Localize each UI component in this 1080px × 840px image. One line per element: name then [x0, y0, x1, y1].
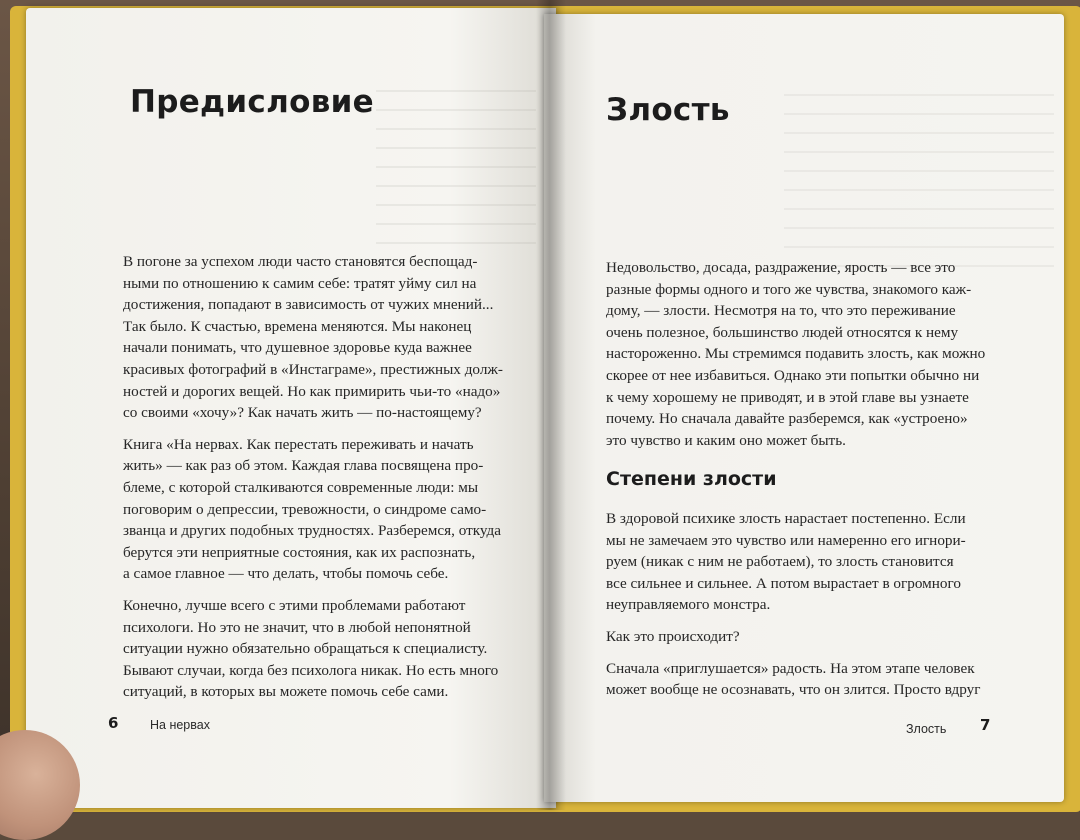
text-line: настороженно. Мы стремимся подавить злость, как можно — [606, 345, 986, 363]
text-line: к чему хорошему не приводят, и в этой главе вы узнаете — [606, 388, 969, 406]
chapter-title-anger: Злость — [606, 92, 730, 128]
text-line: блеме, с которой сталкиваются современные люди: мы — [123, 478, 479, 496]
show-through-text — [784, 94, 1054, 274]
show-through-text — [376, 90, 536, 260]
anger-intro-paragraph — [606, 257, 1056, 451]
text-line: со своими «хочу»? Как начать жить — по-настоящему? — [123, 404, 482, 422]
text-line: Книга «На нервах. Как перестать переживать и начать — [123, 435, 474, 453]
text-line: руем (никак с ним не работаем), то злость становится — [606, 553, 954, 571]
text-line: может вообще не осознавать, что он злится. Просто вдруг — [606, 681, 981, 699]
chapter-title-preface: Предисловие — [130, 84, 374, 120]
text-line: Недовольство, досада, раздражение, ярость — все это — [606, 259, 956, 276]
degrees-paragraph-2 — [606, 626, 1056, 648]
text-line: Бывают случаи, когда без психолога никак. Но есть много — [123, 661, 499, 679]
degrees-body — [606, 508, 1056, 711]
preface-paragraph-1 — [123, 251, 553, 424]
text-line: все сильнее и сильнее. А потом вырастает в огромного — [606, 574, 961, 592]
text-line: начали понимать, что душевное здоровье куда важнее — [123, 339, 472, 357]
degrees-paragraph-1 — [606, 508, 1056, 616]
text-line: Сначала «приглушается» радость. На этом этапе человек — [606, 659, 975, 677]
text-line: почему. Но сначала давайте разберемся, как «устроено» — [606, 410, 968, 428]
text-line: Как это происходит? — [606, 627, 740, 645]
text-line: званца и других подобных трудностях. Разберемся, откуда — [123, 522, 501, 540]
text-line: Так было. К счастью, времена меняются. Мы наконец — [123, 317, 472, 335]
page-number-left: 6 — [108, 714, 119, 732]
text-line: дому, — злости. Несмотря на то, что это переживание — [606, 302, 956, 320]
text-line: красивых фотографий в «Инстаграме», престижных долж- — [123, 360, 503, 378]
page-number-right: 7 — [980, 716, 991, 734]
text-line: жить» — как раз об этом. Каждая глава посвящена про- — [123, 457, 484, 475]
text-line: ными по отношению к самим себе: тратят уйму сил на — [123, 274, 477, 292]
running-head-left: На нервах — [150, 718, 210, 732]
text-line: разные формы одного и того же чувства, знакомого каж- — [606, 280, 972, 298]
text-line: В погоне за успехом люди часто становятся беспощад- — [123, 253, 478, 270]
section-title-degrees-of-anger: Степени злости — [606, 468, 777, 490]
text-line: неуправляемого монстра. — [606, 596, 771, 614]
text-line: а самое главное — что делать, чтобы помочь себе. — [123, 565, 449, 583]
text-line: ситуаций, в которых вы можете помочь себе сами. — [123, 683, 449, 701]
text-line: В здоровой психике злость нарастает постепенно. Если — [606, 510, 966, 527]
book-spine-shadow — [536, 0, 566, 810]
text-line: это чувство и каким оно может быть. — [606, 431, 846, 449]
text-line: психологи. Но это не значит, что в любой непонятной — [123, 618, 471, 636]
text-line: ситуации нужно обязательно обращаться к специалисту. — [123, 640, 488, 658]
text-line: достижения, попадают в зависимость от чужих мнений... — [123, 296, 494, 314]
text-line: ностей и дорогих вещей. Но как примирить чьи-то «надо» — [123, 382, 501, 400]
text-line: Конечно, лучше всего с этими проблемами работают — [123, 596, 466, 614]
right-page — [544, 14, 1064, 802]
preface-paragraph-2 — [123, 434, 553, 585]
text-line: поговорим о депрессии, тревожности, о синдроме само- — [123, 500, 487, 518]
left-page — [26, 8, 556, 808]
preface-paragraph-3 — [123, 595, 553, 703]
degrees-paragraph-3 — [606, 658, 1056, 701]
text-line: мы не замечаем это чувство или намеренно его игнори- — [606, 531, 966, 549]
text-line: берутся эти неприятные состояния, как их распознать, — [123, 543, 476, 561]
text-line: скорее от нее избавиться. Однако эти попытки обычно ни — [606, 366, 980, 384]
running-head-right: Злость — [906, 722, 947, 736]
text-line: очень полезное, большинство людей относятся к нему — [606, 323, 959, 341]
anger-intro — [606, 257, 1056, 461]
preface-body — [123, 251, 553, 713]
